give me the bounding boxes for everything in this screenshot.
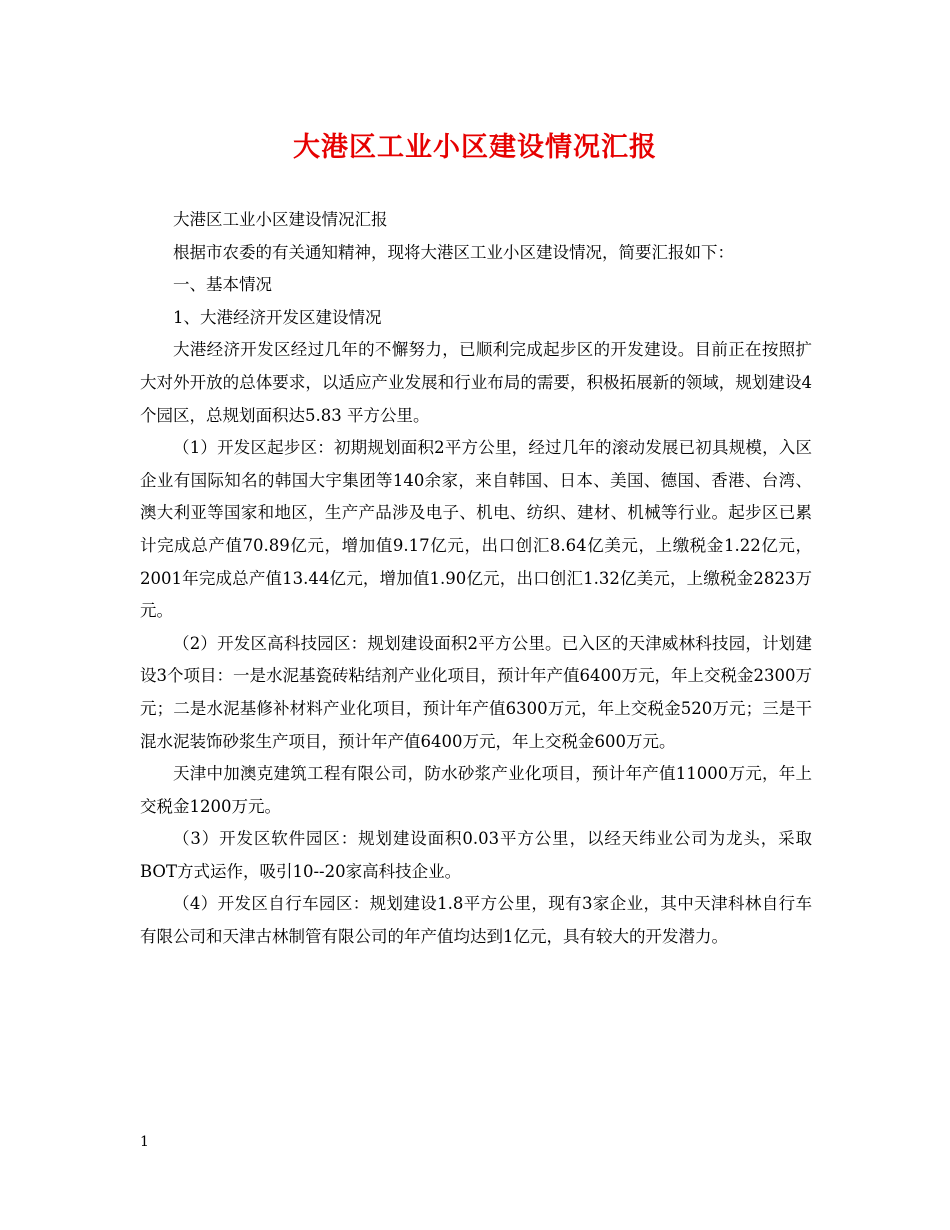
paragraph-bicycle-park: （4）开发区自行车园区：规划建设1.8平方公里，现有3家企业，其中天津科林自行车有限公司和天津古林制管有限公司的年产值均达到1亿元，具有较大的开发潜力。 <box>140 894 812 947</box>
page-number: 1 <box>140 1134 149 1150</box>
document-body <box>140 204 812 954</box>
paragraph-zhongjia-aoke: 天津中加澳克建筑工程有限公司，防水砂浆产业化项目，预计年产值11000万元，年上交税金1200万元。 <box>140 764 812 816</box>
paragraph-software-park: （3）开发区软件园区：规划建设面积0.03平方公里，以经天纬业公司为龙头，采取BOT方式运作，吸引10--20家高科技企业。 <box>140 829 812 881</box>
subsection-heading-dagang-econ-zone: 1、大港经济开发区建设情况 <box>173 307 382 327</box>
paragraph-subtitle: 大港区工业小区建设情况汇报 <box>173 210 388 229</box>
document-title: 大港区工业小区建设情况汇报 <box>293 132 657 163</box>
section-heading-basic: 一、基本情况 <box>173 275 272 295</box>
paragraph-intro: 根据市农委的有关通知精神，现将大港区工业小区建设情况，简要汇报如下： <box>173 242 734 262</box>
paragraph-hitech-park: （2）开发区高科技园区：规划建设面积2平方公里。已入区的天津威林科技园，计划建设3个项目：一是水泥基瓷砖粘结剂产业化项目，预计年产值6400万元，年上交税金2300万元；二是水泥基修补材料产业化项目，预计年产值6300万元，年上交税金520万元；三是干混水泥装饰砂浆生产项目，预计年产值6400万元，年上交税金600万元。 <box>140 633 812 751</box>
paragraph-starting-zone: （1）开发区起步区：初期规划面积2平方公里，经过几年的滚动发展已初具规模，入区企业有国际知名的韩国大宇集团等140余家，来自韩国、日本、美国、德国、香港、台湾、澳大利亚等国家和地区，生产产品涉及电子、机电、纺织、建材、机械等行业。起步区已累计完成总产值70.89亿元，增加值9.17亿元，出口创汇8.64亿美元，上缴税金1.22亿元，2001年完成总产值13.44亿元，增加值1.90亿元，出口创汇1.32亿美元，上缴税金2823万元。 <box>140 438 812 621</box>
paragraph-zone-overview: 大港经济开发区经过几年的不懈努力，已顺利完成起步区的开发建设。目前正在按照扩大对外开放的总体要求，以适应产业发展和行业布局的需要，积极拓展新的领域，规划建设4个园区，总规划面积达5.83 平方公里。 <box>140 340 812 425</box>
